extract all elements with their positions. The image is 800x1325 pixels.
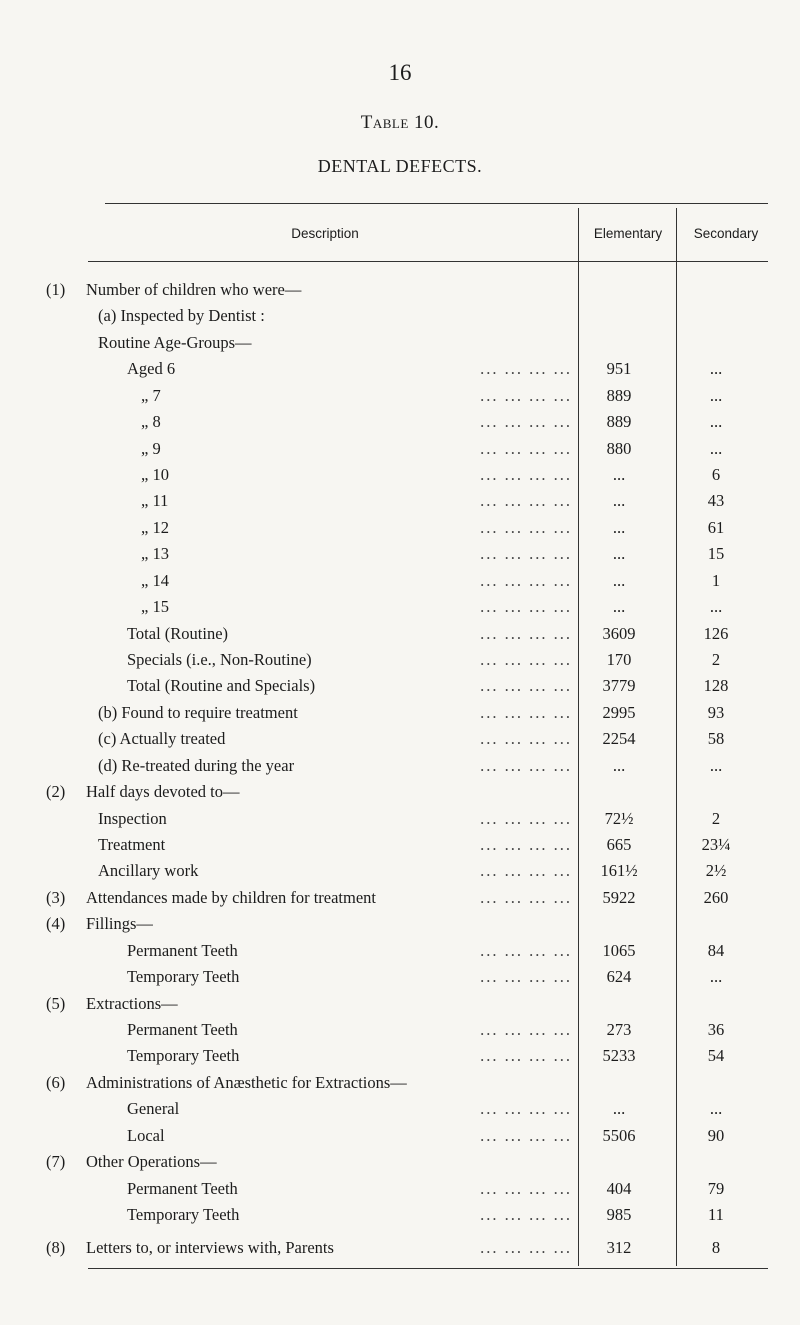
- table-row: [0, 650, 800, 676]
- secondary-value: 6: [711, 465, 721, 484]
- table-row: [0, 861, 800, 887]
- table-row: [0, 676, 800, 702]
- row-label: Other Operations—: [86, 1152, 217, 1172]
- elementary-value: 665: [606, 835, 632, 855]
- row-label: Temporary Teeth: [127, 967, 240, 987]
- row-number: (3): [46, 887, 66, 907]
- row-label: Temporary Teeth: [127, 1205, 240, 1225]
- table-row: [0, 1073, 800, 1099]
- table-row: [0, 994, 800, 1020]
- table-row: [0, 280, 800, 306]
- dot-leader: ... ... ... ...: [480, 412, 572, 432]
- secondary-value: 84: [707, 940, 725, 960]
- secondary-value: ...: [709, 359, 723, 379]
- row-label: „ 13: [141, 544, 169, 564]
- row-label: Routine Age-Groups—: [98, 332, 252, 352]
- secondary-value: ...: [709, 1099, 723, 1119]
- page-number: 16: [388, 60, 412, 85]
- elementary-value: ...: [612, 570, 626, 590]
- row-label: General: [127, 1099, 180, 1119]
- row-label: Half days devoted to—: [86, 782, 240, 802]
- row-label: Temporary Teeth: [127, 1046, 240, 1066]
- row-label: „ 10: [141, 465, 169, 484]
- table-row: [0, 1238, 800, 1264]
- row-label: Permanent Teeth: [127, 1178, 238, 1198]
- dot-leader: ... ... ... ...: [480, 755, 572, 775]
- elementary-value: 1065: [602, 940, 636, 960]
- dot-leader: ... ... ... ...: [480, 1238, 572, 1257]
- elementary-value: ...: [612, 465, 626, 484]
- elementary-value: ...: [612, 491, 626, 511]
- dot-leader: ... ... ... ...: [480, 702, 572, 722]
- elementary-value: 985: [606, 1205, 632, 1225]
- row-label: Ancillary work: [98, 861, 199, 881]
- table-row: [0, 941, 800, 967]
- elementary-value: 312: [606, 1238, 632, 1257]
- elementary-value: 624: [606, 967, 632, 987]
- row-label: „ 11: [141, 491, 169, 511]
- dot-leader: ... ... ... ...: [480, 517, 572, 537]
- elementary-value: 5506: [602, 1125, 636, 1145]
- row-label: Inspection: [98, 808, 167, 828]
- table-title: Table 10.: [360, 112, 440, 133]
- row-number: (1): [46, 280, 66, 299]
- row-label: „ 9: [141, 438, 161, 458]
- table-row: [0, 967, 800, 993]
- elementary-value: ...: [612, 1099, 626, 1119]
- row-label: (c) Actually treated: [98, 729, 226, 749]
- secondary-value: 11: [708, 1205, 724, 1225]
- dot-leader: ... ... ... ...: [480, 940, 572, 960]
- dot-leader: ... ... ... ...: [480, 887, 572, 907]
- secondary-value: 2½: [705, 861, 727, 881]
- elementary-value: 2995: [602, 702, 636, 722]
- table-row: [0, 571, 800, 597]
- dot-leader: ... ... ... ...: [480, 835, 572, 855]
- table-row: [0, 914, 800, 940]
- dot-leader: ... ... ... ...: [480, 491, 572, 511]
- table-row: [0, 624, 800, 650]
- table-row: [0, 544, 800, 570]
- secondary-value: 54: [707, 1046, 725, 1066]
- dot-leader: ... ... ... ...: [480, 465, 572, 484]
- table-row: [0, 465, 800, 491]
- dot-leader: ... ... ... ...: [480, 1205, 572, 1225]
- section-title: DENTAL DEFECTS.: [317, 156, 483, 176]
- elementary-value: 72½: [604, 808, 634, 828]
- dot-leader: ... ... ... ...: [480, 808, 572, 828]
- table-row: [0, 1126, 800, 1152]
- table-row: [0, 809, 800, 835]
- row-label: „ 14: [141, 570, 169, 590]
- table-bottom-rule: [88, 1268, 768, 1269]
- table-row: [0, 729, 800, 755]
- row-number: (2): [46, 782, 66, 802]
- elementary-value: 5233: [602, 1046, 636, 1066]
- dot-leader: ... ... ... ...: [480, 385, 572, 405]
- table-row: [0, 703, 800, 729]
- secondary-value: ...: [709, 385, 723, 405]
- elementary-value: 404: [606, 1178, 632, 1198]
- secondary-value: 36: [707, 1020, 725, 1040]
- secondary-value: 2: [711, 808, 721, 828]
- header-bottom-rule: [88, 261, 768, 262]
- elementary-value: ...: [612, 755, 626, 775]
- row-number: (6): [46, 1072, 66, 1092]
- row-label: (d) Re-treated during the year: [98, 755, 295, 775]
- elementary-value: 880: [606, 438, 632, 458]
- secondary-value: 260: [703, 887, 729, 907]
- row-number: (7): [46, 1152, 66, 1172]
- secondary-value: 93: [707, 702, 725, 722]
- row-label: Treatment: [98, 835, 166, 855]
- elementary-value: 5922: [602, 887, 636, 907]
- row-label: Total (Routine): [127, 623, 229, 643]
- row-label: Attendances made by children for treatment: [86, 887, 377, 907]
- dot-leader: ... ... ... ...: [480, 597, 572, 617]
- table-row: [0, 1152, 800, 1178]
- dot-leader: ... ... ... ...: [480, 623, 572, 643]
- row-label: Extractions—: [86, 993, 178, 1013]
- secondary-value: 58: [707, 729, 725, 749]
- elementary-value: ...: [612, 517, 626, 537]
- table-row: [0, 1179, 800, 1205]
- row-label: Permanent Teeth: [127, 940, 238, 960]
- secondary-value: 15: [707, 544, 725, 564]
- row-label: Number of children who were—: [86, 280, 302, 299]
- dot-leader: ... ... ... ...: [480, 967, 572, 987]
- secondary-value: 126: [703, 623, 729, 643]
- dot-leader: ... ... ... ...: [480, 570, 572, 590]
- row-label: (a) Inspected by Dentist :: [98, 306, 265, 326]
- secondary-value: 128: [703, 676, 729, 696]
- table-row: [0, 439, 800, 465]
- table-row: [0, 1099, 800, 1125]
- elementary-value: 889: [606, 385, 632, 405]
- dot-leader: ... ... ... ...: [480, 1178, 572, 1198]
- table-row: [0, 835, 800, 861]
- header-elementary: Elementary: [593, 226, 663, 241]
- elementary-value: 161½: [600, 861, 638, 881]
- table-row: [0, 518, 800, 544]
- table-row: [0, 412, 800, 438]
- table-row: [0, 1046, 800, 1072]
- elementary-value: ...: [612, 544, 626, 564]
- elementary-value: 889: [606, 412, 632, 432]
- row-label: Aged 6: [127, 359, 176, 379]
- row-label: Specials (i.e., Non-Routine): [127, 650, 312, 670]
- row-number: (5): [46, 993, 66, 1013]
- row-label: „ 12: [141, 517, 169, 537]
- dot-leader: ... ... ... ...: [480, 1099, 572, 1119]
- secondary-value: 1: [711, 570, 721, 590]
- table-row: [0, 491, 800, 517]
- secondary-value: ...: [709, 412, 723, 432]
- table-row: [0, 597, 800, 623]
- table-row: [0, 782, 800, 808]
- secondary-value: 8: [711, 1238, 721, 1257]
- secondary-value: 23¼: [701, 835, 731, 855]
- row-number: (8): [46, 1238, 66, 1257]
- row-number: (4): [46, 914, 66, 934]
- row-label: Fillings—: [86, 914, 153, 934]
- table-row: [0, 333, 800, 359]
- secondary-value: 90: [707, 1125, 725, 1145]
- table-row: [0, 756, 800, 782]
- secondary-value: 43: [707, 491, 725, 511]
- table-top-rule: [105, 203, 768, 204]
- secondary-value: 2: [711, 650, 721, 670]
- secondary-value: ...: [709, 755, 723, 775]
- table-row: [0, 386, 800, 412]
- dot-leader: ... ... ... ...: [480, 359, 572, 379]
- dot-leader: ... ... ... ...: [480, 861, 572, 881]
- elementary-value: 3609: [602, 623, 636, 643]
- table-row: [0, 306, 800, 332]
- dot-leader: ... ... ... ...: [480, 1046, 572, 1066]
- elementary-value: 3779: [602, 676, 636, 696]
- dot-leader: ... ... ... ...: [480, 729, 572, 749]
- row-label: Total (Routine and Specials): [127, 676, 316, 696]
- elementary-value: 2254: [602, 729, 636, 749]
- secondary-value: 61: [707, 517, 725, 537]
- table-row: [0, 888, 800, 914]
- row-label: Letters to, or interviews with, Parents: [86, 1238, 334, 1257]
- elementary-value: 273: [606, 1020, 632, 1040]
- row-label: „ 8: [141, 412, 161, 432]
- header-description: Description: [291, 226, 359, 241]
- dot-leader: ... ... ... ...: [480, 650, 572, 670]
- table-row: [0, 1205, 800, 1231]
- dot-leader: ... ... ... ...: [480, 438, 572, 458]
- dot-leader: ... ... ... ...: [480, 1125, 572, 1145]
- table-row: [0, 359, 800, 385]
- secondary-value: ...: [709, 597, 723, 617]
- elementary-value: ...: [612, 597, 626, 617]
- elementary-value: 951: [606, 359, 632, 379]
- dot-leader: ... ... ... ...: [480, 1020, 572, 1040]
- row-label: Administrations of Anæsthetic for Extractions—: [86, 1072, 407, 1092]
- secondary-value: ...: [709, 967, 723, 987]
- secondary-value: 79: [707, 1178, 725, 1198]
- row-label: Local: [127, 1125, 165, 1145]
- row-label: „ 7: [141, 385, 161, 405]
- header-secondary: Secondary: [693, 226, 759, 241]
- table-row: [0, 1020, 800, 1046]
- row-label: Permanent Teeth: [127, 1020, 238, 1040]
- row-label: „ 15: [141, 597, 169, 617]
- row-label: (b) Found to require treatment: [98, 702, 298, 722]
- dot-leader: ... ... ... ...: [480, 544, 572, 564]
- dot-leader: ... ... ... ...: [480, 676, 572, 696]
- elementary-value: 170: [606, 650, 632, 670]
- secondary-value: ...: [709, 438, 723, 458]
